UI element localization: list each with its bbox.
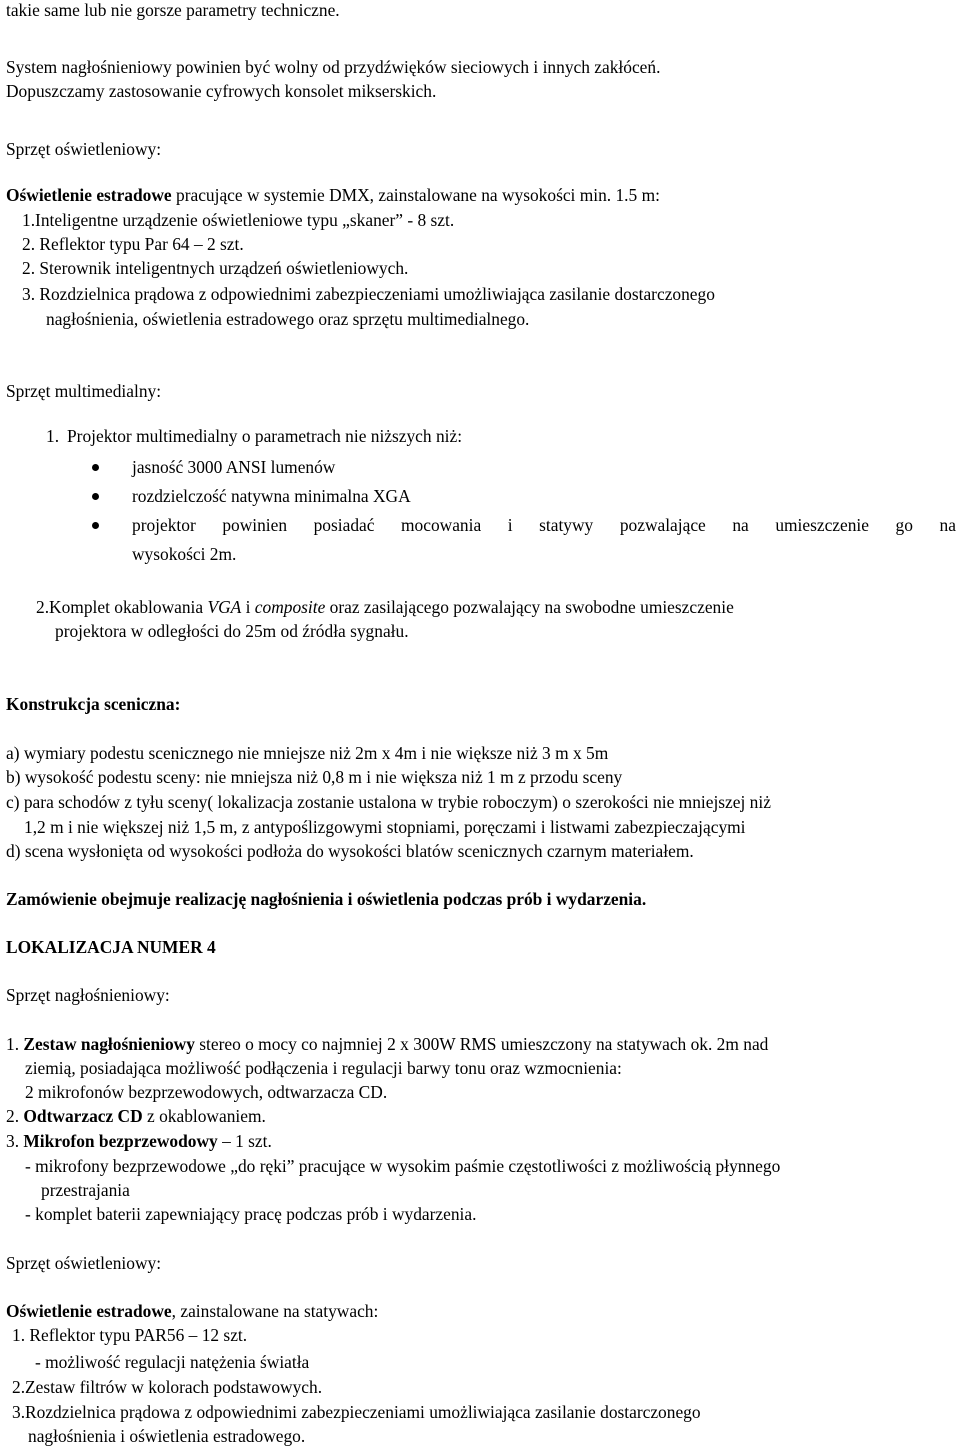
sound-item-1-bold: Zestaw nagłośnieniowy (23, 1034, 195, 1054)
item-2-composite: composite (254, 597, 326, 617)
lighting-2-intro-rest: , zainstalowane na statywach: (171, 1301, 379, 1321)
stage-item-b: b) wysokość podestu sceny: nie mniejsza niż 0,8 m i nie większa niż 1 m z przodu sceny (6, 767, 623, 787)
top-line: takie same lub nie gorsze parametry techniczne. (6, 0, 340, 20)
bullet-3-word: go (895, 515, 913, 535)
sound-heading: Sprzęt nagłośnieniowy: (6, 985, 170, 1005)
multimedia-item-2-line-2: projektora w odległości do 25m od źródła sygnału. (55, 621, 409, 641)
lighting-item-3: 2. Sterownik inteligentnych urządzeń oświetleniowych. (22, 258, 409, 278)
multimedia-bullet-2: rozdzielczość natywna minimalna XGA (132, 486, 411, 506)
bullet-3-word: na (939, 515, 956, 535)
location-heading: LOKALIZACJA NUMER 4 (6, 937, 216, 957)
item-2-text: 2.Komplet okablowania (36, 597, 208, 617)
lighting-2-intro-bold: Oświetlenie estradowe (6, 1301, 172, 1321)
stage-item-a: a) wymiary podestu scenicznego nie mniejsze niż 2m x 4m i nie większe niż 3 m x 5m (6, 743, 609, 763)
item-2-text: oraz zasilającego pozwalający na swobodne umieszczenie (325, 597, 734, 617)
lighting-2-item-3-line-1: 3.Rozdzielnica prądowa z odpowiednimi zabezpieczeniami umożliwiająca zasilanie dostarczonego (12, 1402, 701, 1422)
bullet-3-word: i (507, 515, 513, 535)
sound-item-3-rest: – 1 szt. (217, 1131, 272, 1151)
sound-note-2: Dopuszczamy zastosowanie cyfrowych konsolet mikserskich. (6, 81, 437, 101)
bullet-3-word: powinien (222, 515, 288, 535)
sound-item-2-rest: z okablowaniem. (142, 1106, 266, 1126)
order-note: Zamówienie obejmuje realizację nagłośnienia i oświetlenia podczas prób i wydarzenia. (6, 889, 647, 909)
lighting-2-item-3-line-2: nagłośnienia i oświetlenia estradowego. (28, 1426, 306, 1446)
sound-dash-2: - komplet baterii zapewniający pracę podczas prób i wydarzenia. (25, 1204, 477, 1224)
lighting-intro (6, 185, 660, 205)
multimedia-bullet-1: jasność 3000 ANSI lumenów (132, 457, 336, 477)
lighting-item-2: 2. Reflektor typu Par 64 – 2 szt. (22, 234, 244, 254)
stage-heading: Konstrukcja sceniczna: (6, 694, 181, 714)
multimedia-item-1: Projektor multimedialny o parametrach nie niższych niż: (67, 426, 463, 446)
bullet-3-word: posiadać (313, 515, 375, 535)
sound-dash-1-line-2: przestrajania (41, 1180, 130, 1200)
bullet-3-word: pozwalające (619, 515, 706, 535)
item-2-text: i (241, 597, 255, 617)
sound-note-1: System nagłośnieniowy powinien być wolny od przydźwięków sieciowych i innych zakłóceń. (6, 57, 661, 77)
bullet-3-word: statywy (539, 515, 594, 535)
lighting-2-item-1-sub: - możliwość regulacji natężenia światła (35, 1352, 310, 1372)
multimedia-item-2-line-1 (36, 597, 734, 617)
stage-item-c-line-1: c) para schodów z tyłu sceny( lokalizacja zostanie ustalona w trybie roboczym) o szerokości nie mniejszej niż (6, 792, 771, 812)
sound-item-2-number: 2. (6, 1106, 24, 1126)
bullet-3-word: na (732, 515, 749, 535)
lighting-2-item-1: 1. Reflektor typu PAR56 – 12 szt. (12, 1325, 248, 1345)
stage-item-c-line-2: 1,2 m i nie większej niż 1,5 m, z antypoślizgowymi stopniami, poręczami i listwami zabezpieczającymi (24, 817, 746, 837)
lighting-intro-bold: Oświetlenie estradowe (6, 185, 172, 205)
lighting-item-4-line-1: 3. Rozdzielnica prądowa z odpowiednimi zabezpieczeniami umożliwiająca zasilanie dostarczonego (22, 284, 715, 304)
lighting-intro-rest: pracujące w systemie DMX, zainstalowane na wysokości min. 1.5 m: (171, 185, 660, 205)
lighting-heading: Sprzęt oświetleniowy: (6, 139, 162, 159)
sound-item-1-number: 1. (6, 1034, 24, 1054)
bullet-icon (92, 464, 99, 471)
multimedia-item-1-number: 1. (46, 426, 60, 446)
bullet-3-word: umieszczenie (775, 515, 869, 535)
lighting-2-item-2: 2.Zestaw filtrów w kolorach podstawowych. (12, 1377, 323, 1397)
sound-item-3-number: 3. (6, 1131, 24, 1151)
sound-item-1-rest: stereo o mocy co najmniej 2 x 300W RMS umieszczony na statywach ok. 2m nad (194, 1034, 769, 1054)
sound-item-2-bold: Odtwarzacz CD (23, 1106, 143, 1126)
bullet-3-word: mocowania (401, 515, 482, 535)
sound-item-1-line-3: 2 mikrofonów bezprzewodowych, odtwarzacza CD. (25, 1082, 388, 1102)
item-2-vga: VGA (207, 597, 242, 617)
lighting-item-1: 1.Inteligentne urządzenie oświetleniowe typu „skaner” - 8 szt. (22, 210, 455, 230)
sound-item-1-line-1 (6, 1034, 768, 1054)
bullet-icon (92, 493, 99, 500)
lighting-2-intro (6, 1301, 378, 1321)
lighting-item-4-line-2: nagłośnienia, oświetlenia estradowego oraz sprzętu multimedialnego. (46, 309, 530, 329)
multimedia-bullet-3-line-1 (132, 515, 956, 535)
lighting-2-heading: Sprzęt oświetleniowy: (6, 1253, 162, 1273)
multimedia-heading: Sprzęt multimedialny: (6, 381, 162, 401)
sound-item-3-bold: Mikrofon bezprzewodowy (23, 1131, 218, 1151)
sound-item-2 (6, 1106, 266, 1126)
sound-dash-1-line-1: - mikrofony bezprzewodowe „do ręki” pracujące w wysokim paśmie częstotliwości z możliwością płynnego (25, 1156, 781, 1176)
multimedia-bullet-3-line-2: wysokości 2m. (132, 544, 237, 564)
sound-item-1-line-2: ziemią, posiadająca możliwość podłączenia i regulacji barwy tonu oraz wzmocnienia: (25, 1058, 622, 1078)
sound-item-3 (6, 1131, 272, 1151)
bullet-3-word: projektor (132, 515, 196, 535)
bullet-icon (92, 522, 99, 529)
stage-item-d: d) scena wysłonięta od wysokości podłoża do wysokości blatów scenicznych czarnym materiałem. (6, 841, 694, 861)
